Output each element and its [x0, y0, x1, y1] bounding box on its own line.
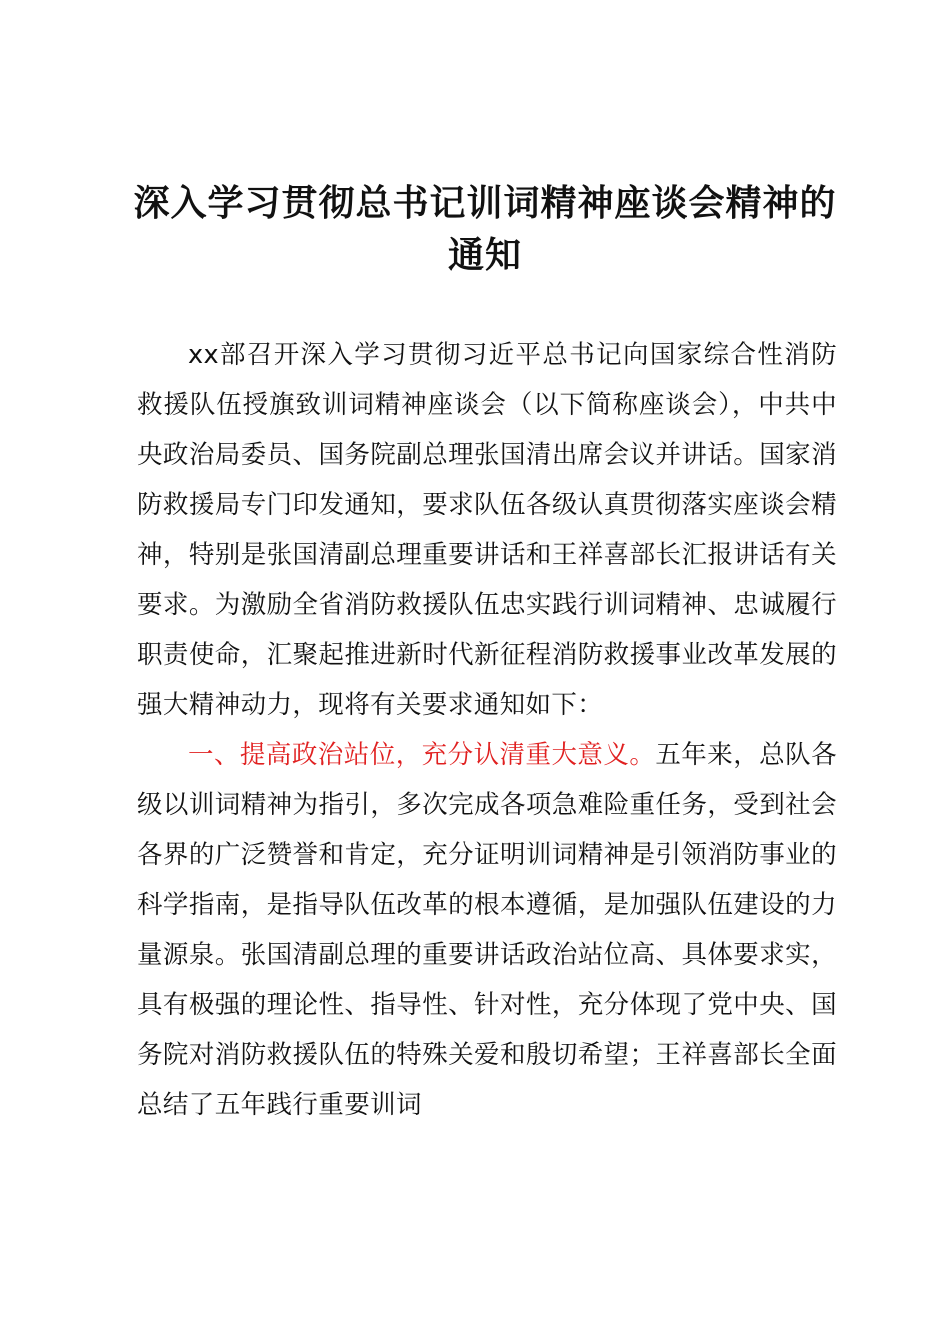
section-1-paragraph [137, 730, 837, 1130]
section-1-heading: 一、提高政治站位，充分认清重大意义。 [188, 740, 656, 770]
section-1-text: 五年来，总队各级以训词精神为指引，多次完成各项急难险重任务，受到社会各界的广泛赞誉和肯定，充分证明训词精神是引领消防事业的科学指南，是指导队伍改革的根本遵循，是加强队伍建设的力量源泉。张国清副总理的重要讲话政治站位高、具体要求实，具有极强的理论性、指导性、针对性，充分体现了党中央、国务院对消防救援队伍的特殊关爱和殷切希望；王祥喜部长全面总结了五年践行重要训词 [137, 740, 837, 1120]
intro-paragraph: xx部召开深入学习贯彻习近平总书记向国家综合性消防救援队伍授旗致训词精神座谈会（以下简称座谈会），中共中央政治局委员、国务院副总理张国清出席会议并讲话。国家消防救援局专门印发通知，要求队伍各级认真贯彻落实座谈会精神，特别是张国清副总理重要讲话和王祥喜部长汇报讲话有关要求。为激励全省消防救援队伍忠实践行训词精神、忠诚履行职责使命，汇聚起推进新时代新征程消防救援事业改革发展的强大精神动力，现将有关要求通知如下： [137, 340, 837, 720]
document-title: 深入学习贯彻总书记训词精神座谈会精神的通知 [133, 183, 837, 276]
document-body [137, 330, 837, 1130]
